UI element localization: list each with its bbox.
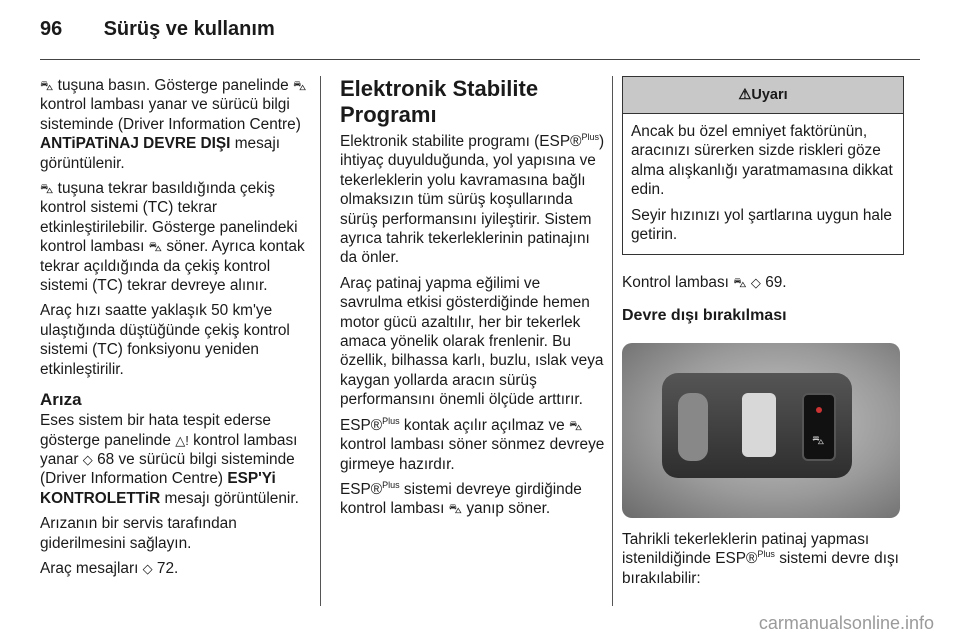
paragraph: Eses sistem bir hata tespit ederse gösterge panelinde △! kontrol lambası yanar ◇ 68 ve sürücü bilgi sisteminde (Driver Information Centre) ESP'Yi KONTROLETTiR mesajı görüntülenir. (40, 412, 299, 507)
esp-off-button (802, 393, 836, 461)
page-ref-link[interactable]: 72. (156, 559, 179, 577)
paragraph: ESP®$^{Plus}$ sistemi devreye girdiğinde kontrol lambası ⛍ yanıp söner. (340, 479, 582, 518)
esp-icon: ⛍ (569, 417, 583, 433)
column-divider-1 (320, 76, 321, 606)
esp-switch-photo (622, 343, 900, 518)
paragraph: Kontrol lambası ⛍ ◇ 69. (622, 274, 787, 292)
esp-icon: ⛍ (40, 78, 54, 93)
paragraph: Elektronik stabilite programı (ESP®$^{Plus}$) ihtiyaç duyulduğunda, yol yapısına ve tekerleklerin yolu kavramasına bağlı olmaksızın tüm sürüş koşullarında sürüş performansını iyileştirir. Sistem ayrıca tahrik tekerleklerinin patinajını da önler. (340, 131, 605, 267)
column-left (40, 76, 312, 584)
page-ref-link[interactable]: 69. (765, 274, 787, 292)
section-heading-deactivation: Devre dışı bırakılması (622, 306, 787, 324)
esp-icon: ⛍ (292, 78, 307, 93)
column-middle (340, 76, 606, 525)
switch-panel (662, 373, 852, 478)
warning-lamp-icon: △! (175, 432, 189, 448)
warning-header (623, 77, 903, 114)
paragraph: ⛍ tuşuna tekrar basıldığında çekiş kontrol sistemi (TC) tekrar etkinleştirilebilir. Gösterge panelindeki kontrol lambası ⛍ söner. Ayrıca kontak tekrar açıldığında da çekiş kontrol sistemi (TC) tekrar devreye alınır. (40, 180, 305, 295)
paragraph: Ancak bu özel emniyet faktörünün, aracınızı sürerken sizde riskleri göze alma alışkanlığı yaratmamasına dikkat edin. (631, 123, 893, 199)
thumbwheel (678, 393, 708, 461)
esp-icon: ⛍ (733, 275, 747, 291)
paragraph: Araç mesajları ◇ 72. (40, 559, 179, 577)
indicator-led (816, 407, 822, 413)
paragraph: Seyir hızınızı yol şartlarına uygun hale getirin. (631, 206, 892, 244)
warning-body (623, 114, 903, 254)
section-heading-fault: Arıza (40, 390, 82, 410)
page-ref-icon: ◇ (142, 560, 153, 576)
page-ref-icon: ◇ (82, 451, 93, 467)
message-text: ANTiPATiNAJ DEVRE DIŞI (40, 135, 231, 153)
warning-title: Uyarı (751, 87, 788, 103)
warning-triangle-icon: ⚠ (738, 87, 752, 103)
paragraph: ESP®$^{Plus}$ kontak açılır açılmaz ve ⛍ kontrol lambası söner sönmez devreye girmeye hazırdır. (340, 415, 605, 473)
page-ref-link[interactable]: 68 (97, 450, 115, 468)
header-rule (40, 59, 920, 60)
paragraph: Tahrikli tekerleklerin patinaj yapması istenildiğinde ESP®$^{Plus}$ sistemi devre dışı bırakılabilir: (622, 530, 899, 587)
column-right (622, 76, 904, 594)
warning-box (622, 76, 904, 255)
page-title: Sürüş ve kullanım (103, 18, 275, 40)
paragraph: Araç patinaj yapma eğilimi ve savrulma etkisi gösterdiğinde hemen motor gücü azaltılır, her bir tekerlek amaca yönelik olarak frenlenir. Bu özellik, bilhassa karlı, buzlu, ıslak veya kaygan yollarda aracın sürüş performansını önemli ölçüde arttırır. (340, 274, 604, 409)
page-ref-icon: ◇ (750, 275, 761, 291)
page-header (40, 18, 275, 41)
paragraph: Arızanın bir servis tarafından giderilmesini sağlayın. (40, 515, 237, 552)
message-text: ESP'Yi KONTROLETTiR (40, 470, 276, 507)
column-divider-2 (612, 76, 613, 606)
paragraph: ⛍ tuşuna basın. Gösterge panelinde ⛍ kontrol lambası yanar ve sürücü bilgi sisteminde (Driver Information Centre) ANTiPATiNAJ DEVRE DIŞI mesajı görüntülenir. (40, 77, 307, 172)
esp-icon: ⛍ (812, 432, 825, 447)
esp-icon: ⛍ (448, 501, 463, 517)
section-title: Elektronik Stabilite Programı (340, 76, 539, 127)
paragraph: Araç hızı saatte yaklaşık 50 km'ye ulaştığında düştüğünde çekiş kontrol sistemi (TC) fonksiyonu yeniden etkinleştirilir. (40, 302, 290, 378)
watermark: carmanualsonline.info (758, 613, 934, 633)
esp-icon: ⛍ (148, 239, 163, 255)
page-number: 96 (40, 18, 63, 40)
esp-icon: ⛍ (40, 181, 54, 197)
blank-switch (742, 393, 776, 457)
